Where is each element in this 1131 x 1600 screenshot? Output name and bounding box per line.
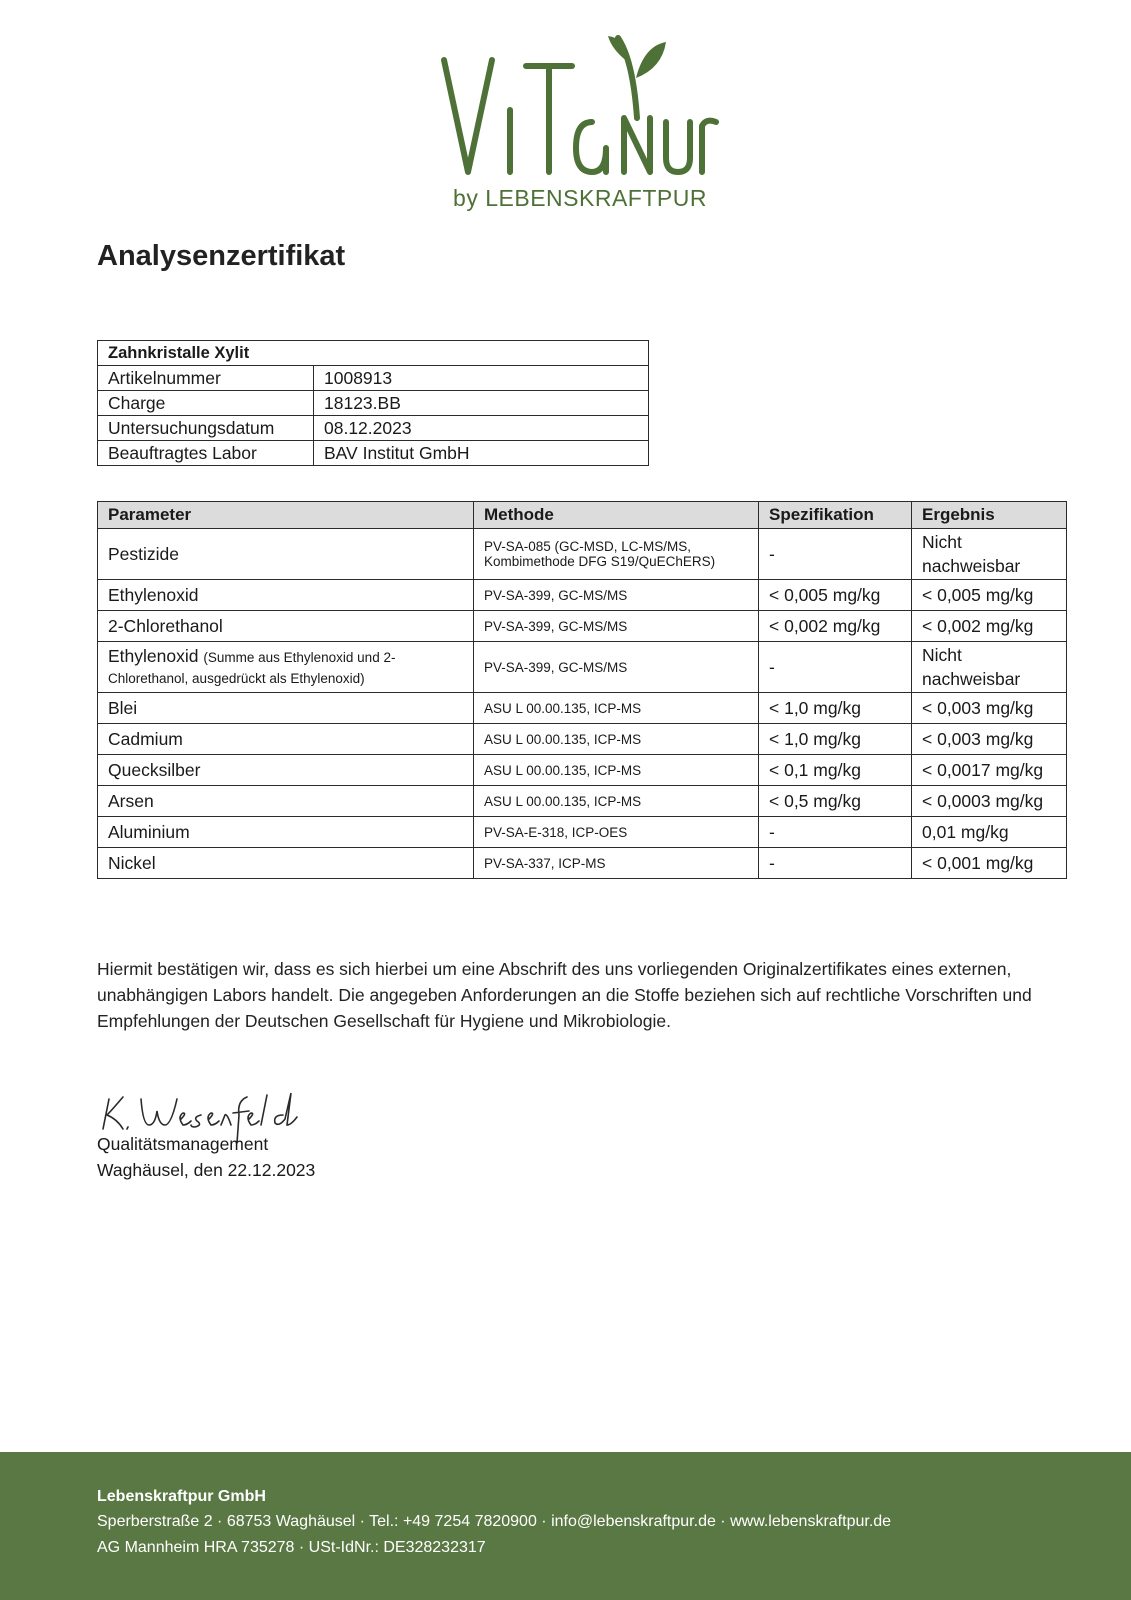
- cell-method: PV-SA-399, GC-MS/MS: [474, 580, 759, 611]
- result-line: Nicht: [922, 532, 962, 552]
- info-label: Untersuchungsdatum: [98, 416, 314, 441]
- cell-method: [474, 529, 759, 580]
- cell-method: PV-SA-399, GC-MS/MS: [474, 642, 759, 693]
- info-row: [98, 366, 649, 391]
- method-line: Kombimethode DFG S19/QuEChERS): [484, 554, 716, 569]
- result-line: nachweisbar: [922, 556, 1021, 576]
- analysis-results-table: [97, 501, 1067, 879]
- page-title: Analysenzertifikat: [97, 240, 346, 272]
- header-parameter: Parameter: [98, 502, 474, 529]
- cell-method: PV-SA-399, GC-MS/MS: [474, 611, 759, 642]
- cell-spec: < 1,0 mg/kg: [759, 693, 912, 724]
- footer-company: Lebenskraftpur GmbH: [97, 1488, 266, 1505]
- cell-result: < 0,0003 mg/kg: [912, 786, 1067, 817]
- table-row: [98, 817, 1067, 848]
- cell-result: [912, 529, 1067, 580]
- parameter-note: (Summe aus Ethylenoxid und 2-: [203, 650, 396, 665]
- cell-result: < 0,003 mg/kg: [912, 693, 1067, 724]
- cell-result: < 0,001 mg/kg: [912, 848, 1067, 879]
- table-row: [98, 611, 1067, 642]
- cell-method: PV-SA-E-318, ICP-OES: [474, 817, 759, 848]
- cell-result: 0,01 mg/kg: [912, 817, 1067, 848]
- product-name: Zahnkristalle Xylit: [98, 341, 649, 366]
- result-line: Nicht: [922, 645, 962, 665]
- info-value: 08.12.2023: [314, 416, 649, 441]
- footer-register: AG Mannheim HRA 735278 · USt-IdNr.: DE328232317: [97, 1539, 486, 1556]
- cell-parameter: 2-Chlorethanol: [98, 611, 474, 642]
- cell-method: ASU L 00.00.135, ICP-MS: [474, 755, 759, 786]
- table-row: [98, 529, 1067, 580]
- parameter-name: Ethylenoxid: [108, 646, 199, 666]
- footer: [0, 1452, 1131, 1600]
- cell-spec: -: [759, 817, 912, 848]
- table-row: [98, 786, 1067, 817]
- cell-spec: -: [759, 642, 912, 693]
- cell-spec: < 0,5 mg/kg: [759, 786, 912, 817]
- cell-result: < 0,0017 mg/kg: [912, 755, 1067, 786]
- signatory-role: Qualitätsmanagement: [97, 1134, 269, 1154]
- info-value: 18123.BB: [314, 391, 649, 416]
- leaf-icon: [608, 36, 628, 62]
- info-label: Beauftragtes Labor: [98, 441, 314, 466]
- parameter-note: Chlorethanol, ausgedrückt als Ethylenoxid): [108, 671, 365, 686]
- cell-spec: < 0,005 mg/kg: [759, 580, 912, 611]
- certification-statement: Hiermit bestätigen wir, dass es sich hierbei um eine Abschrift des uns vorliegenden Originalzertifikates eines externen, unabhängigen Labors handelt. Die angegeben Anforderungen an die Stoffe beziehen sich auf rechtliche Vorschriften und Empfehlungen der Deutschen Gesellschaft für Hygiene und Mikrobiologie.: [97, 959, 1032, 1031]
- header-spec: Spezifikation: [759, 502, 912, 529]
- cell-result: [912, 642, 1067, 693]
- cell-parameter: Blei: [98, 693, 474, 724]
- info-label: Artikelnummer: [98, 366, 314, 391]
- header-result: Ergebnis: [912, 502, 1067, 529]
- info-label: Charge: [98, 391, 314, 416]
- cell-parameter: Quecksilber: [98, 755, 474, 786]
- info-value: 1008913: [314, 366, 649, 391]
- cell-result: < 0,005 mg/kg: [912, 580, 1067, 611]
- cell-parameter: Nickel: [98, 848, 474, 879]
- result-line: nachweisbar: [922, 669, 1021, 689]
- product-info-table: [97, 340, 649, 466]
- results-header-row: [98, 502, 1067, 529]
- method-line: PV-SA-085 (GC-MSD, LC-MS/MS,: [484, 539, 692, 554]
- product-name-row: [98, 341, 649, 366]
- info-row: [98, 441, 649, 466]
- info-row: [98, 416, 649, 441]
- header-method: Methode: [474, 502, 759, 529]
- logo-subtitle: by LEBENSKRAFTPUR: [453, 185, 707, 211]
- table-row: [98, 755, 1067, 786]
- table-row: [98, 642, 1067, 693]
- cell-result: < 0,003 mg/kg: [912, 724, 1067, 755]
- cell-method: ASU L 00.00.135, ICP-MS: [474, 786, 759, 817]
- cell-parameter: Arsen: [98, 786, 474, 817]
- table-row: [98, 693, 1067, 724]
- cell-spec: < 0,002 mg/kg: [759, 611, 912, 642]
- cell-parameter: Cadmium: [98, 724, 474, 755]
- leaf-icon: [636, 42, 666, 78]
- cell-parameter: Ethylenoxid: [98, 580, 474, 611]
- cell-parameter: [98, 642, 474, 693]
- cell-parameter: Aluminium: [98, 817, 474, 848]
- table-row: [98, 724, 1067, 755]
- info-row: [98, 391, 649, 416]
- vitanur-logo-graphic: [440, 30, 720, 215]
- cell-result: < 0,002 mg/kg: [912, 611, 1067, 642]
- cell-spec: -: [759, 848, 912, 879]
- table-row: [98, 848, 1067, 879]
- cell-method: PV-SA-337, ICP-MS: [474, 848, 759, 879]
- cell-spec: < 0,1 mg/kg: [759, 755, 912, 786]
- brand-logo: [440, 30, 720, 215]
- cell-spec: < 1,0 mg/kg: [759, 724, 912, 755]
- footer-address: Sperberstraße 2 · 68753 Waghäusel · Tel.: +49 7254 7820900 · info@lebenskraftpur.de · www.lebenskraftpur.de: [97, 1513, 892, 1530]
- cell-method: ASU L 00.00.135, ICP-MS: [474, 724, 759, 755]
- info-value: BAV Institut GmbH: [314, 441, 649, 466]
- cell-method: ASU L 00.00.135, ICP-MS: [474, 693, 759, 724]
- table-row: [98, 580, 1067, 611]
- cell-parameter: Pestizide: [98, 529, 474, 580]
- place-and-date: Waghäusel, den 22.12.2023: [97, 1160, 316, 1180]
- cell-spec: -: [759, 529, 912, 580]
